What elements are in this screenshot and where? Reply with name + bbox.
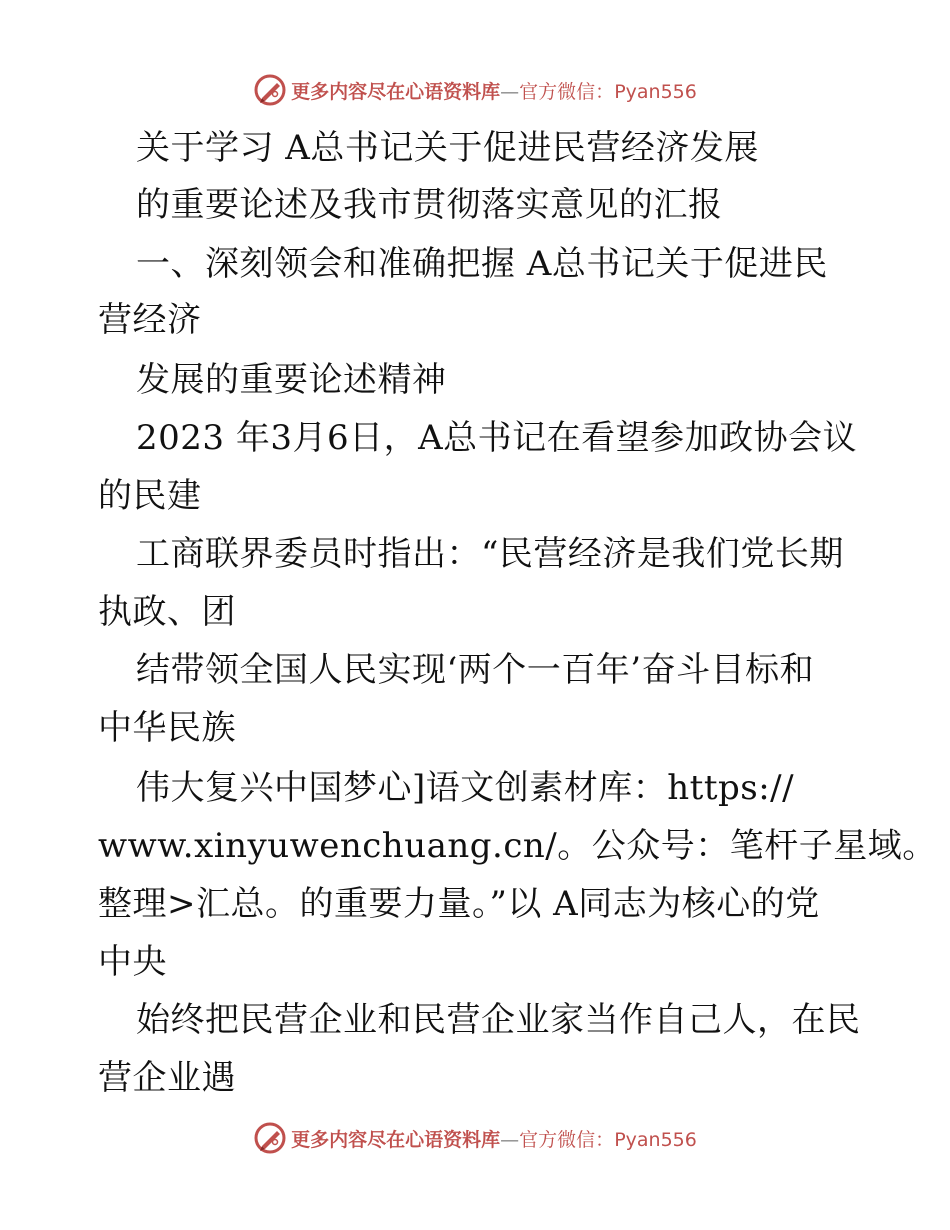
watermark-text	[291, 77, 697, 104]
heading-line-3: 发展的重要论述精神	[136, 360, 447, 400]
watermark-wechat-id: Pyan556	[614, 80, 697, 103]
watermark-dash: —	[500, 1128, 520, 1151]
paragraph-line: www.xinyuwenchuang.cn/。公众号：笔杆子星域。	[98, 826, 937, 866]
watermark-wechat-label: 官方微信：	[519, 80, 615, 103]
paragraph-line: 伟大复兴中国梦心]语文创素材库：https://	[136, 768, 795, 808]
heading-line-1: 一、深刻领会和准确把握 A总书记关于促进民	[136, 244, 828, 284]
paragraph-line: 工商联界委员时指出：“民营经济是我们党长期	[136, 534, 844, 574]
watermark-wechat-label: 官方微信：	[519, 1128, 615, 1151]
title-line-1: 关于学习 A总书记关于促进民营经济发展	[136, 128, 759, 168]
quill-pen-logo-icon	[253, 1121, 287, 1155]
paragraph-line: 执政、团	[98, 592, 236, 632]
paragraph-line: 的民建	[98, 476, 202, 516]
watermark-text	[291, 1125, 697, 1152]
paragraph-line: 始终把民营企业和民营企业家当作自己人，在民	[136, 1000, 861, 1040]
paragraph-line: 结带领全国人民实现‘两个一百年’奋斗目标和	[136, 650, 815, 690]
paragraph-line: 中央	[98, 942, 167, 982]
watermark-wechat-id: Pyan556	[614, 1128, 697, 1151]
quill-pen-logo-icon	[253, 73, 287, 107]
footer-watermark	[0, 1118, 950, 1158]
paragraph-line: 营企业遇	[98, 1058, 236, 1098]
paragraph-line: 中华民族	[98, 708, 236, 748]
paragraph-line: 整理>汇总。的重要力量。”以 A同志为核心的党	[98, 884, 820, 924]
paragraph-line: 2023 年3月6日，A总书记在看望参加政协会议	[136, 418, 858, 458]
watermark-site-text: 更多内容尽在心语资料库	[291, 80, 501, 103]
watermark-site-text: 更多内容尽在心语资料库	[291, 1128, 501, 1151]
watermark-dash: —	[500, 80, 520, 103]
header-watermark	[0, 70, 950, 110]
heading-line-2: 营经济	[98, 300, 202, 340]
title-line-2: 的重要论述及我市贯彻落实意见的汇报	[136, 185, 723, 225]
